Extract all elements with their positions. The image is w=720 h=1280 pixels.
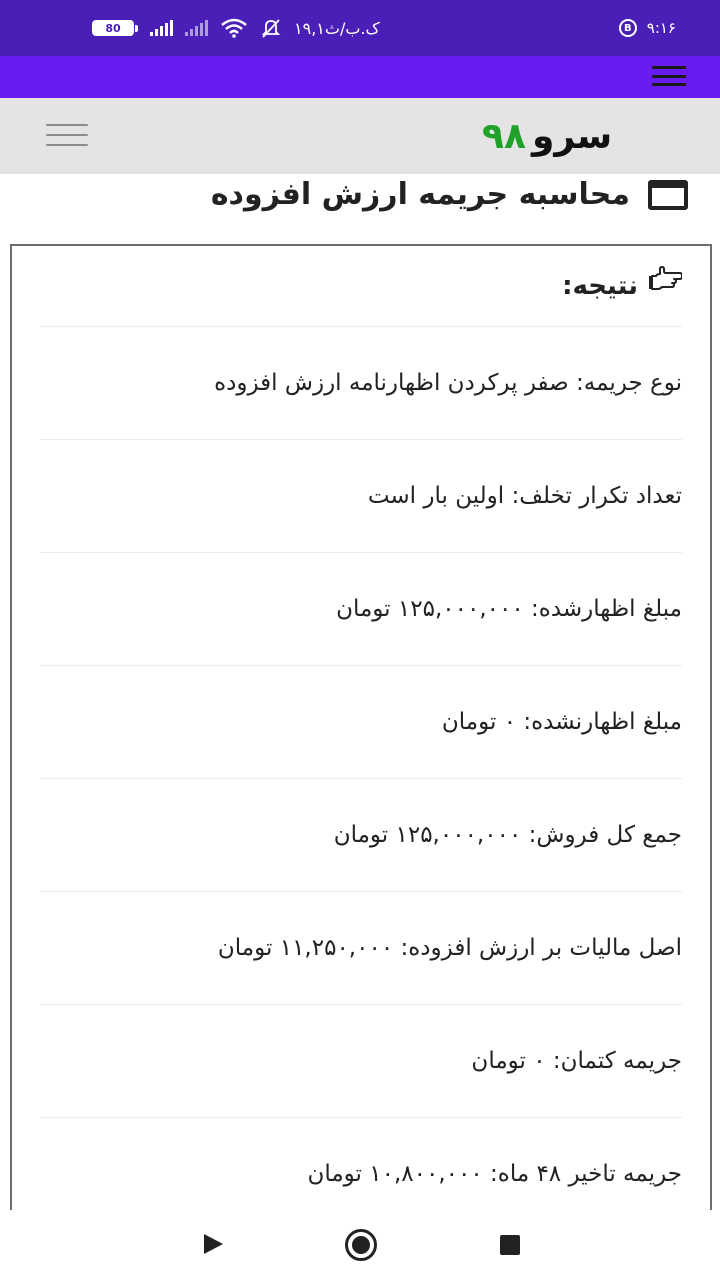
b-badge-icon: B [619, 19, 637, 37]
result-row-declared-amount: مبلغ اظهارشده: ۱۲۵,۰۰۰,۰۰۰ تومان [40, 553, 682, 666]
hamburger-icon [46, 124, 88, 126]
result-row-total-sales: جمع کل فروش: ۱۲۵,۰۰۰,۰۰۰ تومان [40, 779, 682, 892]
wifi-icon [220, 18, 248, 38]
result-panel [10, 244, 712, 1234]
status-time: ۹:۱۶ [646, 19, 676, 37]
result-row-delay-penalty: جریمه تاخیر ۴۸ ماه: ۱۰,۸۰۰,۰۰۰ تومان [307, 1161, 682, 1187]
status-icons [92, 0, 380, 56]
result-header [40, 246, 682, 327]
app-bar [0, 56, 720, 98]
result-row-concealment-penalty: جریمه کتمان: ۰ تومان [40, 1005, 682, 1118]
home-icon[interactable] [345, 1229, 377, 1261]
recent-apps-icon[interactable] [500, 1235, 520, 1255]
status-bar [0, 0, 720, 56]
battery-level: 80 [92, 20, 134, 36]
page-title-text: محاسبه جریمه ارزش افزوده [210, 176, 630, 212]
window-icon [648, 180, 688, 210]
page-title [211, 172, 630, 216]
mute-icon [260, 17, 282, 39]
status-clock: ۱۹,۱ک.ب/ث [294, 18, 380, 38]
site-logo[interactable] [482, 112, 612, 160]
result-list [40, 327, 682, 1230]
hamburger-icon [652, 66, 686, 69]
logo-word: سرو [531, 115, 613, 157]
status-time-area [619, 0, 676, 56]
result-row-undeclared-amount: مبلغ اظهارنشده: ۰ تومان [40, 666, 682, 779]
back-icon[interactable] [204, 1234, 223, 1254]
signal-icon [185, 20, 208, 36]
app-menu-button[interactable] [652, 66, 686, 86]
site-header [0, 98, 720, 174]
site-menu-button[interactable] [46, 124, 88, 146]
result-row-penalty-type: نوع جریمه: صفر پرکردن اظهارنامه ارزش افزوده [40, 327, 682, 440]
logo-number: ۹۸ [482, 115, 526, 157]
result-row-repeat-count: تعداد تکرار تخلف: اولین بار است [40, 440, 682, 553]
signal-icon [150, 20, 173, 36]
battery-tip [135, 25, 138, 32]
result-label: نتیجه: [562, 271, 638, 301]
result-row-principal-tax: اصل مالیات بر ارزش افزوده: ۱۱,۲۵۰,۰۰۰ تومان [40, 892, 682, 1005]
battery-icon [92, 20, 138, 36]
hand-pointing-icon [648, 265, 682, 291]
system-nav-bar [0, 1210, 720, 1280]
